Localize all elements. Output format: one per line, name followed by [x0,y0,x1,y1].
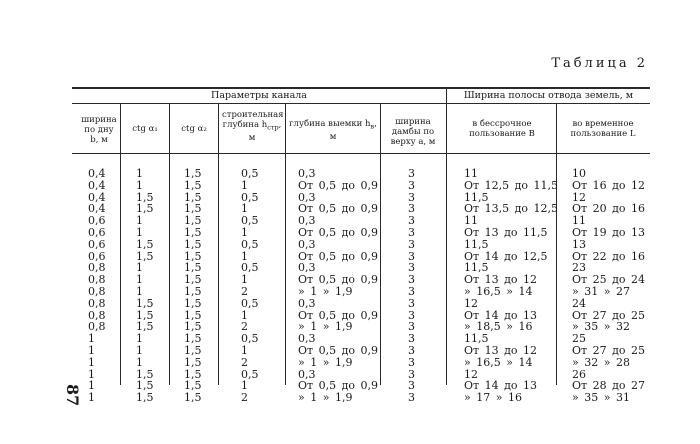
table-top-rule [72,87,650,89]
cell-ctg-a2: 1,5 [184,225,202,239]
cell-ctg-a2: 1,5 [184,237,202,251]
cell-a: 3 [408,273,415,287]
cell-b: 0,8 [88,273,106,287]
cell-L: От 20 до 16 [572,202,645,216]
cell-ctg-a2: 1,5 [184,214,202,228]
cell-ctg-a1: 1 [136,178,143,192]
cell-h-str: 0,5 [241,367,259,381]
cell-h-str: 1 [241,273,248,287]
cell-h-str: 0,5 [241,261,259,275]
cell-B: 11,5 [464,237,489,251]
cell-h-str: 2 [241,284,248,298]
cell-h-v: От 0,5 до 0,9 [298,343,378,357]
cell-h-str: 1 [241,225,248,239]
cell-h-v: От 0,5 до 0,9 [298,249,378,263]
cell-b: 0,6 [88,225,106,239]
cell-B: От 14 до 13 [464,379,537,393]
cell-ctg-a2: 1,5 [184,284,202,298]
cell-ctg-a1: 1,5 [136,320,154,334]
cell-h-v: 0,3 [298,214,316,228]
cell-L: От 28 до 27 [572,379,645,393]
group-header-rule [72,103,650,104]
cell-ctg-a1: 1 [136,284,143,298]
group-header-channel: Параметры канала [211,90,307,101]
cell-ctg-a2: 1,5 [184,190,202,204]
cell-B: От 13 до 12 [464,273,537,287]
cell-ctg-a2: 1,5 [184,355,202,369]
cell-a: 3 [408,320,415,334]
cell-b: 0,6 [88,214,106,228]
cell-a: 3 [408,355,415,369]
cell-B: От 12,5 до 11,5 [464,178,558,192]
cell-ctg-a1: 1 [136,273,143,287]
cell-L: От 16 до 12 [572,178,645,192]
cell-a: 3 [408,308,415,322]
cell-h-v: 0,3 [298,332,316,346]
cell-h-v: 0,3 [298,296,316,310]
cell-b: 0,8 [88,320,106,334]
cell-B: От 13,5 до 12,5 [464,202,558,216]
cell-B: » 16,5 » 14 [464,355,533,369]
cell-h-str: 2 [241,355,248,369]
cell-B: 11,5 [464,190,489,204]
column-header-h-str-unit: , м [248,120,282,143]
cell-B: От 14 до 13 [464,308,537,322]
cell-L: 12 [572,190,586,204]
cell-ctg-a2: 1,5 [184,391,202,405]
cell-B: 12 [464,296,478,310]
cell-ctg-a2: 1,5 [184,343,202,357]
table-row [0,239,700,251]
cell-b: 1 [88,379,95,393]
table-row [0,298,700,310]
cell-h-str: 0,5 [241,167,259,180]
cell-b: 1 [88,367,95,381]
cell-B: » 17 » 16 [464,391,522,405]
cell-b: 0,6 [88,249,106,263]
cell-L: » 35 » 31 [572,391,630,405]
cell-B: 11 [464,167,478,180]
cell-a: 3 [408,296,415,310]
column-header-h-str [222,110,282,143]
cell-a: 3 [408,261,415,275]
column-header-B: в бессрочное пользование B [469,119,535,139]
cell-L: От 19 до 13 [572,225,645,239]
cell-b: 1 [88,343,95,357]
cell-ctg-a2: 1,5 [184,249,202,263]
cell-h-v: 0,3 [298,261,316,275]
table-row [0,321,700,333]
column-header-ctg-a2: ctg α₂ [181,124,207,134]
cell-h-v: От 0,5 до 0,9 [298,308,378,322]
cell-B: » 18,5 » 16 [464,320,533,334]
cell-h-v: » 1 » 1,9 [298,391,353,405]
cell-h-v: » 1 » 1,9 [298,284,353,298]
cell-h-str: 1 [241,178,248,192]
cell-h-str: 1 [241,308,248,322]
cell-a: 3 [408,367,415,381]
cell-ctg-a1: 1 [136,225,143,239]
cell-B: От 14 до 12,5 [464,249,548,263]
column-header-h-str-label: строительная глубина h [222,110,284,130]
cell-L: От 22 до 16 [572,249,645,263]
cell-a: 3 [408,249,415,263]
cell-ctg-a1: 1,5 [136,249,154,263]
cell-B: 11,5 [464,332,489,346]
table-row [0,357,700,369]
cell-ctg-a1: 1 [136,167,143,180]
cell-B: » 16,5 » 14 [464,284,533,298]
cell-ctg-a1: 1 [136,355,143,369]
column-header-a: ширина дамбы по верху a, м [390,117,436,147]
cell-h-v: От 0,5 до 0,9 [298,202,378,216]
cell-ctg-a1: 1,5 [136,237,154,251]
table-row [0,227,700,239]
cell-ctg-a2: 1,5 [184,308,202,322]
cell-ctg-a2: 1,5 [184,273,202,287]
cell-b: 0,4 [88,190,106,204]
cell-ctg-a2: 1,5 [184,261,202,275]
cell-ctg-a1: 1,5 [136,379,154,393]
column-header-h-v-label: глубина выемки h [289,119,371,129]
cell-ctg-a1: 1 [136,214,143,228]
cell-ctg-a2: 1,5 [184,379,202,393]
cell-a: 3 [408,225,415,239]
table-body [0,167,700,407]
cell-L: 10 [572,167,586,180]
cell-L: 26 [572,367,586,381]
cell-a: 3 [408,343,415,357]
table-row [0,180,700,192]
cell-b: 1 [88,332,95,346]
group-header-strip: Ширина полосы отвода земель, м [463,90,634,101]
column-header-h-v-subscript: в [370,122,375,131]
cell-L: » 32 » 28 [572,355,630,369]
cell-ctg-a1: 1 [136,332,143,346]
column-header-b: ширина по дну b, м [81,115,117,145]
cell-a: 3 [408,190,415,204]
cell-h-v: » 1 » 1,9 [298,355,353,369]
cell-b: 1 [88,355,95,369]
table-title: Таблица 2 [551,56,648,71]
cell-h-v: От 0,5 до 0,9 [298,379,378,393]
cell-a: 3 [408,391,415,405]
cell-h-str: 1 [241,379,248,393]
cell-a: 3 [408,214,415,228]
cell-a: 3 [408,284,415,298]
cell-L: От 25 до 24 [572,273,645,287]
cell-ctg-a1: 1 [136,343,143,357]
table-row [0,392,700,404]
cell-ctg-a1: 1,5 [136,308,154,322]
cell-B: От 13 до 12 [464,343,537,357]
cell-h-v: 0,3 [298,237,316,251]
cell-h-str: 0,5 [241,190,259,204]
column-header-h-v-unit: , м [329,119,377,142]
table-row [0,345,700,357]
cell-h-str: 2 [241,320,248,334]
cell-ctg-a2: 1,5 [184,320,202,334]
cell-ctg-a2: 1,5 [184,202,202,216]
cell-h-str: 0,5 [241,237,259,251]
cell-B: От 13 до 11,5 [464,225,548,239]
cell-L: 13 [572,237,586,251]
cell-ctg-a1: 1,5 [136,391,154,405]
cell-h-str: 1 [241,202,248,216]
column-header-h-v [289,119,377,142]
cell-h-str: 0,5 [241,332,259,346]
cell-h-str: 0,5 [241,296,259,310]
cell-b: 0,4 [88,178,106,192]
cell-h-str: 1 [241,343,248,357]
cell-h-v: От 0,5 до 0,9 [298,178,378,192]
cell-L: 25 [572,332,586,346]
cell-L: От 27 до 25 [572,343,645,357]
column-header-L: во временное пользование L [570,119,636,139]
cell-a: 3 [408,237,415,251]
cell-B: 11 [464,214,478,228]
cell-ctg-a2: 1,5 [184,167,202,180]
cell-ctg-a1: 1,5 [136,296,154,310]
cell-L: 24 [572,296,586,310]
cell-h-v: 0,3 [298,167,316,180]
cell-B: 12 [464,367,478,381]
cell-ctg-a1: 1,5 [136,202,154,216]
cell-ctg-a1: 1,5 [136,367,154,381]
cell-b: 0,8 [88,261,106,275]
cell-a: 3 [408,332,415,346]
cell-b: 0,4 [88,167,106,180]
cell-h-v: От 0,5 до 0,9 [298,273,378,287]
cell-a: 3 [408,379,415,393]
column-header-ctg-a1: ctg α₁ [132,124,158,134]
cell-b: 0,8 [88,308,106,322]
cell-B: 11,5 [464,261,489,275]
cell-L: От 27 до 25 [572,308,645,322]
cell-b: 0,6 [88,237,106,251]
column-header-h-str-subscript: стр [267,123,279,132]
cell-ctg-a2: 1,5 [184,296,202,310]
cell-a: 3 [408,202,415,216]
cell-L: » 31 » 27 [572,284,630,298]
header-bottom-rule [72,153,650,154]
cell-h-v: 0,3 [298,190,316,204]
cell-b: 0,8 [88,296,106,310]
cell-L: 11 [572,214,586,228]
cell-a: 3 [408,167,415,180]
cell-L: » 35 » 32 [572,320,630,334]
cell-ctg-a2: 1,5 [184,367,202,381]
cell-a: 3 [408,178,415,192]
cell-h-str: 1 [241,249,248,263]
cell-ctg-a2: 1,5 [184,332,202,346]
cell-h-str: 0,5 [241,214,259,228]
cell-h-str: 2 [241,391,248,405]
cell-b: 1 [88,391,95,405]
cell-b: 0,8 [88,284,106,298]
cell-ctg-a2: 1,5 [184,178,202,192]
cell-h-v: » 1 » 1,9 [298,320,353,334]
page-number: 87 [63,384,82,407]
cell-h-v: 0,3 [298,367,316,381]
cell-L: 23 [572,261,586,275]
table-row [0,286,700,298]
cell-ctg-a1: 1 [136,261,143,275]
cell-b: 0,4 [88,202,106,216]
cell-h-v: От 0,5 до 0,9 [298,225,378,239]
cell-ctg-a1: 1,5 [136,190,154,204]
